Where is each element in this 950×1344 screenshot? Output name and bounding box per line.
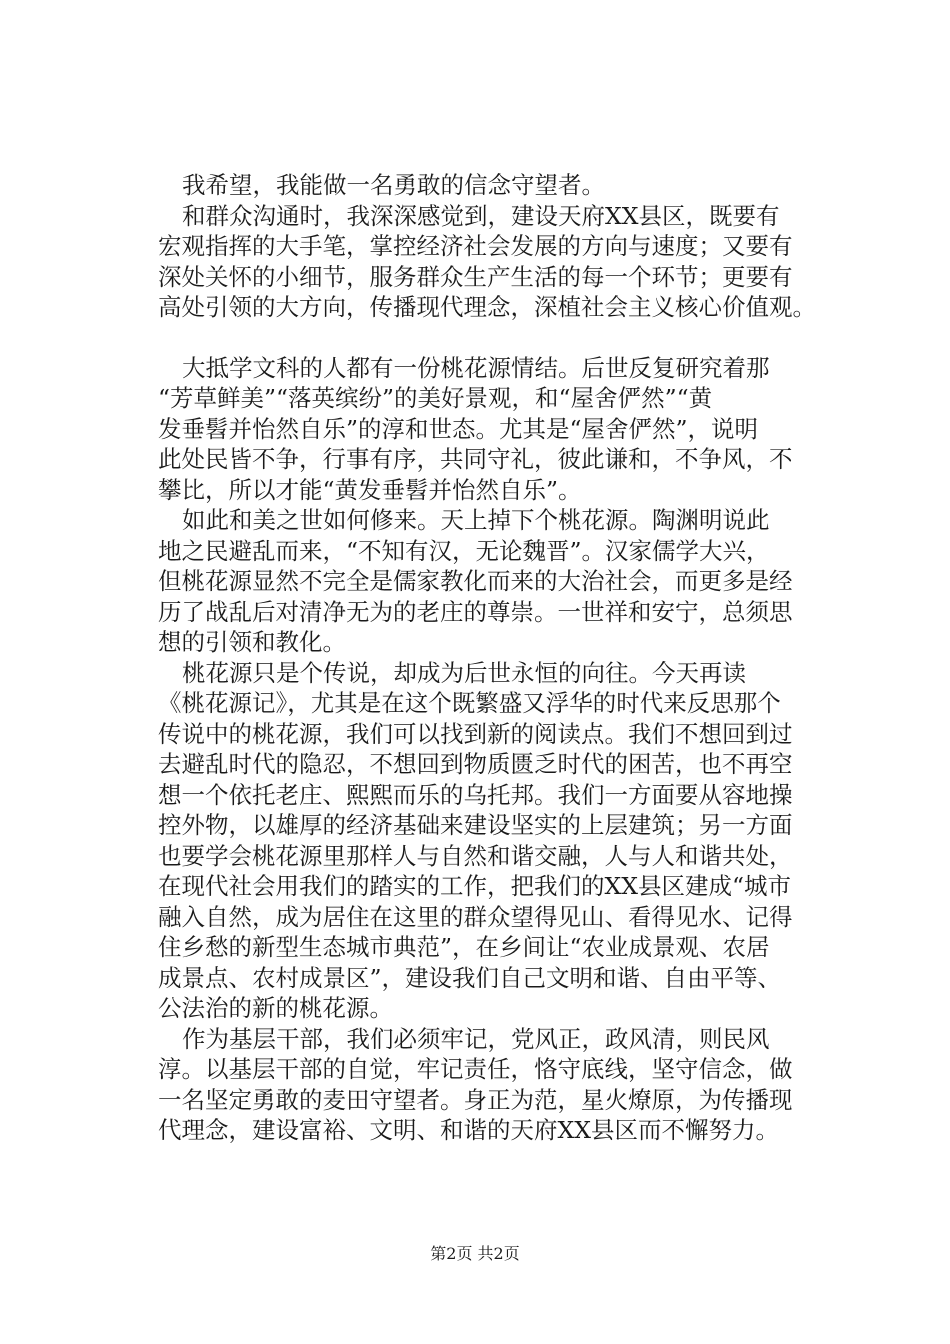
paragraph-line: 成景点、农村成景区”，建设我们自己文明和谐、自由平等、 (158, 963, 782, 992)
paragraph-line: 住乡愁的新型生态城市典范”，在乡间让“农业成景观、农居 (158, 933, 770, 961)
paragraph-line: 也要学会桃花源里那样人与自然和谐交融，人与人和谐共处， (158, 841, 793, 870)
paragraph-cadre-duty (158, 1024, 858, 1146)
paragraph-line: 控外物，以雄厚的经济基础来建设坚实的上层建筑；另一方面 (158, 811, 793, 839)
paragraph-harmonious-world (158, 505, 858, 658)
paragraph-line: 桃花源只是个传说，却成为后世永恒的向往。今天再读 (182, 658, 746, 687)
paragraph-line: 淳。以基层干部的自觉，牢记责任，恪守底线，坚守信念，做 (158, 1055, 793, 1083)
paragraph-line: 融入自然，成为居住在这里的群众望得见山、看得见水、记得 (158, 902, 793, 931)
paragraph-line: 高处引领的大方向，传播现代理念，深植社会主义核心价值观。 (158, 293, 816, 321)
paragraph-line: 地之民避乱而来，“不知有汉，无论魏晋”。汉家儒学大兴， (158, 536, 770, 565)
paragraph-line: 深处关怀的小细节，服务群众生产生活的每一个环节；更要有 (158, 262, 793, 291)
paragraph-legend (158, 658, 858, 1024)
paragraph-line: “芳草鲜美”“落英缤纷”的美好景观，和“屋舍俨然”“黄 (158, 384, 713, 412)
paragraph-line: 我希望，我能做一名勇敢的信念守望者。 (182, 171, 605, 199)
paragraph-line: 宏观指挥的大手笔，掌控经济社会发展的方向与速度；又要有 (158, 232, 793, 260)
paragraph-line: 但桃花源显然不完全是儒家教化而来的大治社会，而更多是经 (158, 567, 793, 595)
paragraph-line: 公法治的新的桃花源。 (158, 994, 393, 1022)
paragraph-line: 代理念，建设富裕、文明、和谐的天府XX县区而不懈努力。 (158, 1116, 779, 1144)
paragraph-peach-blossom-complex (158, 353, 858, 506)
paragraph-line: 此处民皆不争，行事有序，共同守礼，彼此谦和，不争风，不 (158, 445, 793, 473)
paragraph-communication (158, 201, 858, 323)
paragraph-line: 想一个依托老庄、熙熙而乐的乌托邦。我们一方面要从容地操 (158, 780, 793, 809)
paragraph-line: 去避乱时代的隐忍，不想回到物质匮乏时代的困苦，也不再空 (158, 750, 793, 778)
paragraph-line: 想的引领和教化。 (158, 628, 346, 656)
paragraph-line: 发垂髫并怡然自乐”的淳和世态。尤其是“屋舍俨然”，说明 (158, 414, 759, 443)
paragraph-line: 一名坚定勇敢的麦田守望者。身正为范，星火燎原，为传播现 (158, 1085, 793, 1114)
paragraph-line: 在现代社会用我们的踏实的工作，把我们的XX县区建成“城市 (158, 872, 791, 900)
paragraph-line: 作为基层干部，我们必须牢记，党风正，政风清，则民风 (182, 1024, 770, 1053)
page-number-label: 第2页 共2页 (430, 1244, 520, 1263)
paragraph-line: 大抵学文科的人都有一份桃花源情结。后世反复研究着那 (182, 353, 770, 382)
paragraph-line: 如此和美之世如何修来。天上掉下个桃花源。陶渊明说此 (182, 506, 770, 534)
paragraph-line: 历了战乱后对清净无为的老庄的尊崇。一世祥和安宁，总须思 (158, 597, 793, 626)
paragraph-line: 和群众沟通时，我深深感觉到，建设天府XX县区，既要有 (182, 201, 780, 230)
paragraph-line: 《桃花源记》，尤其是在这个既繁盛又浮华的时代来反思那个 (158, 689, 781, 717)
paragraph-line: 攀比，所以才能“黄发垂髫并怡然自乐”。 (158, 475, 582, 504)
page-footer (0, 1241, 950, 1264)
paragraph-hope (158, 170, 858, 201)
paragraph-line: 传说中的桃花源，我们可以找到新的阅读点。我们不想回到过 (158, 719, 793, 748)
paragraph-spacer (158, 323, 858, 353)
document-body (158, 170, 858, 1146)
